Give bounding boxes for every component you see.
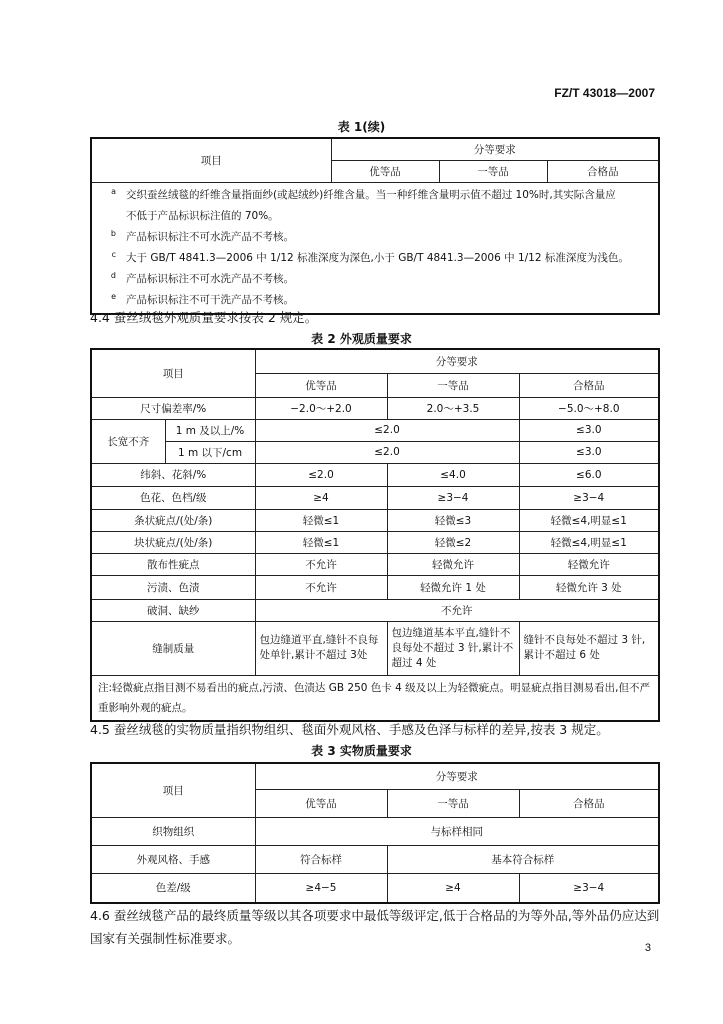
table-row: 散布性疵点 不允许 轻微允许 轻微允许	[91, 553, 659, 575]
table-row: 织物组织 与标样相同	[91, 817, 659, 845]
table1-grade-2: 一等品	[439, 160, 547, 182]
footnote-a: a 交织蚕丝绒毯的纤维含量指面纱(或起绒纱)纤维含量。当一种纤维含量明示值不超过 10%时,其实际含量应	[111, 186, 616, 201]
table-row: 外观风格、手感 符合标样 基本符合标样	[91, 845, 659, 873]
table3-item-header: 项目	[91, 763, 255, 817]
table2-grade-2: 一等品	[387, 373, 519, 397]
table2-grade-header: 分等要求	[255, 349, 659, 373]
table-row: 破洞、缺纱 不允许	[91, 599, 659, 621]
table-row: 纬斜、花斜/% ≤2.0 ≤4.0 ≤6.0	[91, 463, 659, 486]
footnote-b: b 产品标识标注不可水洗产品不考核。	[110, 228, 294, 243]
table2	[90, 348, 660, 722]
table1	[90, 137, 660, 315]
table3-grade-2: 一等品	[387, 789, 519, 817]
table2-grade-3: 合格品	[519, 373, 659, 397]
clause-4-5: 4.5 蚕丝绒毯的实物质量指织物组织、毯面外观风格、手感及色泽与标样的差异,按表 3 规定。	[90, 722, 609, 737]
table3-grade-3: 合格品	[519, 789, 659, 817]
table-row: 块状疵点/(处/条) 轻微≤1 轻微≤2 轻微≤4,明显≤1	[91, 531, 659, 553]
table-row: 1 m 以下/cm ≤2.0 ≤3.0	[91, 441, 659, 463]
table1-caption: 表 1(续)	[337, 120, 386, 134]
table2-note: 注:轻微疵点指目测不易看出的疵点,污渍、色渍达 GB 250 色卡 4 级及以上为轻微疵点。明显疵点指目测易看出,但不严重影响外观的疵点。	[91, 675, 659, 721]
table1-grade-header: 分等要求	[331, 138, 659, 160]
standard-number: FZ/T 43018—2007	[554, 86, 655, 100]
footnote-c: c 大于 GB/T 4841.3—2006 中 1/12 标准深度为深色,小于 GB/T 4841.3—2006 中 1/12 标准深度为浅色。	[111, 249, 629, 264]
table-row: 色花、色档/级 ≥4 ≥3−4 ≥3−4	[91, 486, 659, 509]
footnote-e: e 产品标识标注不可干洗产品不考核。	[111, 291, 294, 306]
table-row: 污渍、色渍 不允许 轻微允许 1 处 轻微允许 3 处	[91, 575, 659, 599]
table1-grade-1: 优等品	[331, 160, 439, 182]
table1-footnotes	[91, 182, 659, 314]
table2-caption: 表 2 外观质量要求	[311, 332, 412, 346]
table-row: 尺寸偏差率/% −2.0～+2.0 2.0～+3.5 −5.0～+8.0	[91, 397, 659, 419]
length-width-label: 长宽不齐	[91, 419, 165, 463]
clause-4-4: 4.4 蚕丝绒毯外观质量要求按表 2 规定。	[90, 310, 318, 325]
footnote-d: d 产品标识标注不可水洗产品不考核。	[110, 270, 294, 285]
table-row: 色差/级 ≥4−5 ≥4 ≥3−4	[91, 873, 659, 903]
table1-grade-3: 合格品	[547, 160, 659, 182]
table-row: 缝制质量 包边缝道平直,缝针不良每处单针,累计不超过 3处 包边缝道基本平直,缝针不良每处不超过 3 针,累计不超过 4 处 缝针不良每处不超过 3 针,累计不超过 6 处	[91, 621, 659, 675]
table2-item-header: 项目	[91, 349, 255, 397]
table3-caption: 表 3 实物质量要求	[311, 744, 412, 758]
table3-grade-1: 优等品	[255, 789, 387, 817]
page-number: 3	[644, 942, 651, 954]
clause-4-6: 4.6 蚕丝绒毯产品的最终质量等级以其各项要求中最低等级评定,低于合格品的为等外品,等外品仍应达到国家有关强制性标准要求。	[90, 908, 660, 946]
footnote-a-cont: 不低于产品标识标注值的 70%。	[126, 209, 279, 222]
table3	[90, 762, 660, 904]
table-row: 条状疵点/(处/条) 轻微≤1 轻微≤3 轻微≤4,明显≤1	[91, 509, 659, 531]
table2-grade-1: 优等品	[255, 373, 387, 397]
table1-item-header: 项目	[91, 138, 331, 182]
table-row: 长宽不齐 1 m 及以上/% ≤2.0 ≤3.0	[91, 419, 659, 441]
table3-grade-header: 分等要求	[255, 763, 659, 789]
